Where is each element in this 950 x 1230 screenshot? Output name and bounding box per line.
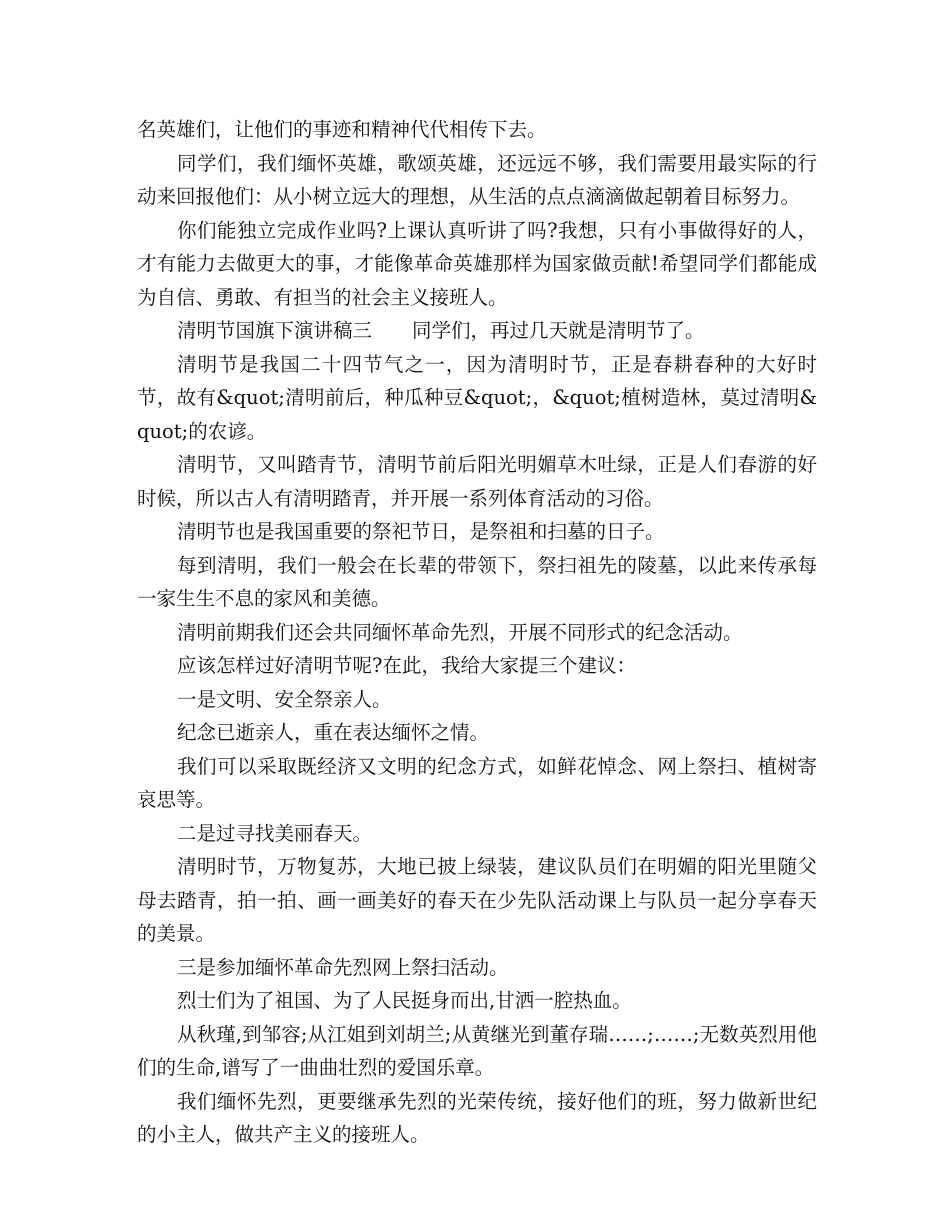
section-heading: 清明节国旗下演讲稿三 <box>177 319 373 342</box>
paragraph: 烈士们为了祖国、为了人民挺身而出,甘洒一腔热血。 <box>177 989 632 1012</box>
section-opening: 同学们，再过几天就是清明节了。 <box>412 319 705 342</box>
paragraph: 应该怎样过好清明节呢?在此，我给大家提三个建议： <box>177 654 636 677</box>
paragraph: 三是参加缅怀革命先烈网上祭扫活动。 <box>177 955 509 979</box>
paragraph: 纪念已逝亲人，重在表达缅怀之情。 <box>177 721 490 744</box>
paragraph: 同学们，我们缅怀英雄，歌颂英雄，还远远不够，我们需要用最实际的行动来回报他们：从小树立远大的理想，从生活的点点滴滴做起朝着目标努力。 <box>137 151 817 208</box>
paragraph-continued: 名英雄们，让他们的事迹和精神代代相传下去。 <box>137 118 547 141</box>
paragraph: 一是文明、安全祭亲人。 <box>177 687 392 711</box>
paragraph: 我们缅怀先烈，更要继承先烈的光荣传统，接好他们的班，努力做新世纪的小主人，做共产主义的接班人。 <box>137 1089 817 1146</box>
paragraph: 清明节也是我国重要的祭祀节日，是祭祖和扫墓的日子。 <box>177 520 665 543</box>
paragraph: 二是过寻找美丽春天。 <box>177 821 373 845</box>
paragraph: 清明节，又叫踏青节，清明节前后阳光明媚草木吐绿，正是人们春游的好时候，所以古人有清明踏青，并开展一系列体育活动的习俗。 <box>137 453 817 510</box>
paragraph: 从秋瑾,到邹容;从江姐到刘胡兰;从黄继光到董存瑞……;……;无数英烈用他们的生命,谱写了一曲曲壮烈的爱国乐章。 <box>137 1022 817 1079</box>
section-heading-line <box>137 314 817 348</box>
paragraph: 每到清明，我们一般会在长辈的带领下，祭扫祖先的陵墓，以此来传承每一家生生不息的家风和美德。 <box>137 553 817 610</box>
paragraph: 你们能独立完成作业吗?上课认真听讲了吗?我想，只有小事做得好的人，才有能力去做更大的事，才能像革命英雄那样为国家做贡献!希望同学们都能成为自信、勇敢、有担当的社会主义接班人。 <box>137 218 817 309</box>
paragraph: 清明时节，万物复苏，大地已披上绿装，建议队员们在明媚的阳光里随父母去踏青，拍一拍、画一画美好的春天在少先队活动课上与队员一起分享春天的美景。 <box>137 855 817 945</box>
paragraph: 清明前期我们还会共同缅怀革命先烈，开展不同形式的纪念活动。 <box>177 620 743 644</box>
paragraph: 清明节是我国二十四节气之一，因为清明时节，正是春耕春种的大好时节，故有&quot;清明前后，种瓜种豆&quot;，&quot;植树造林，莫过清明&quot;的农谚。 <box>137 352 817 443</box>
paragraph: 我们可以采取既经济又文明的纪念方式，如鲜花悼念、网上祭扫、植树寄哀思等。 <box>137 754 817 811</box>
speech-text-body <box>137 113 817 1152</box>
